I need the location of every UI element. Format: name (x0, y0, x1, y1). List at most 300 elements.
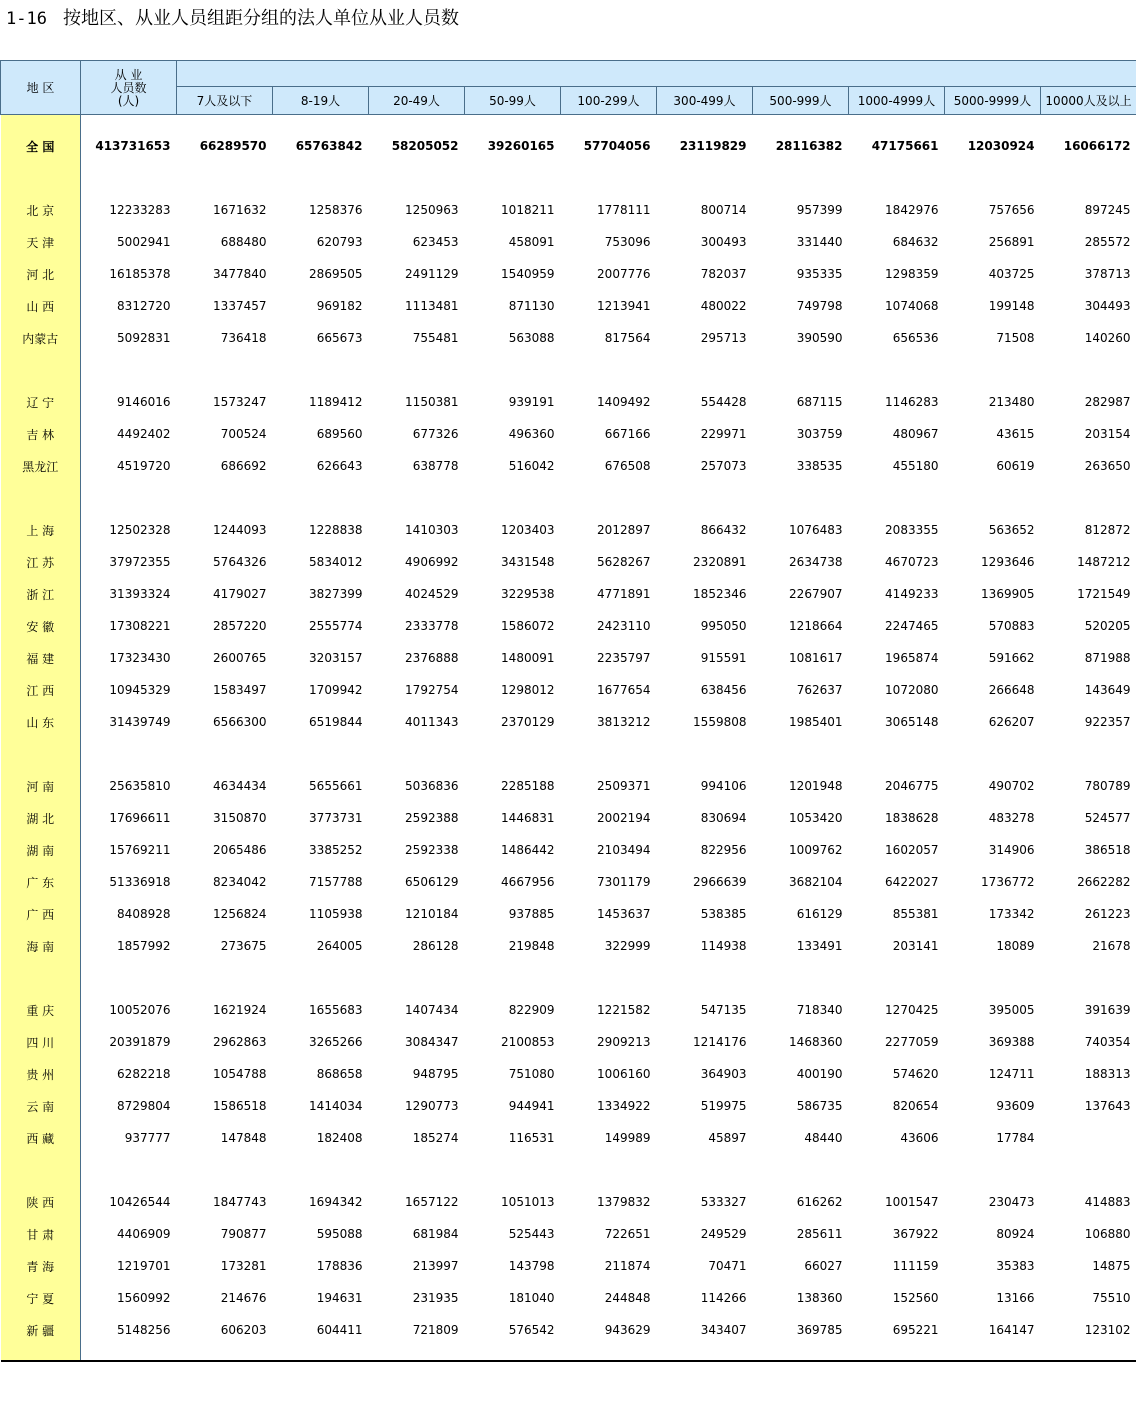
group-value: 17784 (996, 1131, 1035, 1145)
group-value: 194631 (316, 1291, 363, 1305)
group-value: 677326 (412, 427, 459, 441)
group-value: 75510 (1092, 1291, 1131, 1305)
group-value: 757656 (988, 203, 1035, 217)
group-value: 994106 (700, 779, 747, 793)
total-value: 1560992 (117, 1291, 171, 1305)
table-row (1, 930, 1136, 962)
table-row (1, 1314, 1136, 1346)
group-value: 4024529 (405, 587, 459, 601)
group-value: 116531 (508, 1131, 555, 1145)
group-value: 138360 (796, 1291, 843, 1305)
group-value: 3150870 (213, 811, 267, 825)
header-group-5: 300-499人 (657, 87, 753, 115)
table-row (1, 1026, 1136, 1058)
group-value: 80924 (996, 1227, 1035, 1241)
group-value: 868658 (316, 1067, 363, 1081)
group-value: 866432 (700, 523, 747, 537)
group-value: 687115 (796, 395, 843, 409)
table-row (1, 1282, 1136, 1314)
group-value: 1218664 (789, 619, 843, 633)
group-value: 213480 (988, 395, 1035, 409)
group-value: 591662 (988, 651, 1035, 665)
empty-cell (81, 962, 1136, 994)
group-value: 2966639 (693, 875, 747, 889)
spacer-row (1, 354, 1136, 386)
group-value: 780789 (1084, 779, 1131, 793)
table-row (1, 258, 1136, 290)
total-value: 20391879 (109, 1035, 171, 1049)
header-group-1: 8-19人 (273, 87, 369, 115)
group-value: 547135 (700, 1003, 747, 1017)
group-value: 1540959 (501, 267, 555, 281)
group-value: 391639 (1084, 1003, 1131, 1017)
group-value: 2857220 (213, 619, 267, 633)
group-value: 364903 (700, 1067, 747, 1081)
group-value: 124711 (988, 1067, 1035, 1081)
spacer-row (1, 482, 1136, 514)
header-group-2: 20-49人 (369, 87, 465, 115)
group-value: 751080 (508, 1067, 555, 1081)
area-name: 北 京 (1, 194, 81, 226)
group-value: 1410303 (405, 523, 459, 537)
group-value: 338535 (796, 459, 843, 473)
group-value: 2376888 (405, 651, 459, 665)
group-value: 185274 (412, 1131, 459, 1145)
group-value: 12030924 (967, 139, 1035, 153)
area-name: 内蒙古 (1, 322, 81, 354)
group-value: 2592338 (405, 843, 459, 857)
area-cell-empty (1, 115, 81, 131)
group-value: 188313 (1084, 1067, 1131, 1081)
table-row (1, 226, 1136, 258)
group-value: 111159 (892, 1259, 939, 1273)
group-value: 66027 (804, 1259, 843, 1273)
group-value: 5834012 (309, 555, 363, 569)
area-name: 湖 南 (1, 834, 81, 866)
group-value: 1736772 (981, 875, 1035, 889)
group-value: 1051013 (501, 1195, 555, 1209)
group-value: 28116382 (775, 139, 843, 153)
group-value: 182408 (316, 1131, 363, 1145)
group-value: 395005 (988, 1003, 1035, 1017)
total-value: 10426544 (109, 1195, 171, 1209)
group-value: 1072080 (885, 683, 939, 697)
group-value: 4667956 (501, 875, 555, 889)
group-value: 638778 (412, 459, 459, 473)
group-value: 1210184 (405, 907, 459, 921)
group-value: 140260 (1084, 331, 1131, 345)
group-value: 1189412 (309, 395, 363, 409)
table-row (1, 546, 1136, 578)
group-value: 149989 (604, 1131, 651, 1145)
group-value: 1018211 (501, 203, 555, 217)
total-value: 9146016 (117, 395, 171, 409)
group-value: 483278 (988, 811, 1035, 825)
group-value: 71508 (996, 331, 1035, 345)
total-value: 31393324 (109, 587, 171, 601)
group-value: 1201948 (789, 779, 843, 793)
table-row (1, 450, 1136, 482)
group-value: 390590 (796, 331, 843, 345)
group-value: 2083355 (885, 523, 939, 537)
group-value: 721809 (412, 1323, 459, 1337)
group-value: 782037 (700, 267, 747, 281)
group-value: 736418 (220, 331, 267, 345)
area-name: 西 藏 (1, 1122, 81, 1154)
group-value: 948795 (412, 1067, 459, 1081)
group-value: 6519844 (309, 715, 363, 729)
group-value: 400190 (796, 1067, 843, 1081)
group-value: 106880 (1084, 1227, 1131, 1241)
group-value: 285611 (796, 1227, 843, 1241)
area-name: 青 海 (1, 1250, 81, 1282)
group-value: 3203157 (309, 651, 363, 665)
group-value: 137643 (1084, 1099, 1131, 1113)
group-value: 1150381 (405, 395, 459, 409)
header-group-6: 500-999人 (753, 87, 849, 115)
group-value: 2423110 (597, 619, 651, 633)
total-value: 16185378 (109, 267, 171, 281)
header-group-8: 5000-9999人 (945, 87, 1041, 115)
group-value: 1453637 (597, 907, 651, 921)
group-value: 688480 (220, 235, 267, 249)
group-value: 13166 (996, 1291, 1035, 1305)
group-value: 638456 (700, 683, 747, 697)
spacer-row (1, 1154, 1136, 1186)
group-value: 740354 (1084, 1035, 1131, 1049)
group-value: 229971 (700, 427, 747, 441)
group-value: 871988 (1084, 651, 1131, 665)
area-name: 四 川 (1, 1026, 81, 1058)
group-value: 231935 (412, 1291, 459, 1305)
group-value: 2869505 (309, 267, 363, 281)
group-value: 1337457 (213, 299, 267, 313)
group-value: 60619 (996, 459, 1035, 473)
group-value: 458091 (508, 235, 555, 249)
group-value: 1655683 (309, 1003, 363, 1017)
page-title (6, 4, 459, 34)
total-value: 5092831 (117, 331, 171, 345)
group-value: 800714 (700, 203, 747, 217)
table-row (1, 578, 1136, 610)
group-value: 1414034 (309, 1099, 363, 1113)
group-value: 7157788 (309, 875, 363, 889)
area-name: 陕 西 (1, 1186, 81, 1218)
total-value: 15769211 (109, 843, 171, 857)
group-value: 367922 (892, 1227, 939, 1241)
group-value: 369785 (796, 1323, 843, 1337)
group-value: 689560 (316, 427, 363, 441)
group-value: 57704056 (583, 139, 651, 153)
group-value: 303759 (796, 427, 843, 441)
total-value: 413731653 (95, 139, 171, 153)
table-row (1, 706, 1136, 738)
area-name: 山 东 (1, 706, 81, 738)
group-value: 762637 (796, 683, 843, 697)
group-value: 606203 (220, 1323, 267, 1337)
table-row (1, 642, 1136, 674)
group-value: 620793 (316, 235, 363, 249)
area-name: 海 南 (1, 930, 81, 962)
group-value: 181040 (508, 1291, 555, 1305)
group-value: 331440 (796, 235, 843, 249)
group-value: 3773731 (309, 811, 363, 825)
group-value: 995050 (700, 619, 747, 633)
group-value: 2247465 (885, 619, 939, 633)
group-value: 1677654 (597, 683, 651, 697)
group-value: 39260165 (487, 139, 555, 153)
group-value: 665673 (316, 331, 363, 345)
table-row (1, 770, 1136, 802)
area-name: 安 徽 (1, 610, 81, 642)
group-value: 2509371 (597, 779, 651, 793)
total-value: 51336918 (109, 875, 171, 889)
group-value: 676508 (604, 459, 651, 473)
table-row (1, 1218, 1136, 1250)
group-value: 58205052 (391, 139, 459, 153)
empty-cell (81, 1154, 1136, 1186)
group-value: 1792754 (405, 683, 459, 697)
group-value: 256891 (988, 235, 1035, 249)
group-value: 178836 (316, 1259, 363, 1273)
group-value (1041, 1122, 1136, 1154)
group-value: 1487212 (1077, 555, 1131, 569)
header-group-9: 10000人及以上 (1041, 87, 1136, 115)
data-table (0, 60, 1136, 1362)
group-value: 8234042 (213, 875, 267, 889)
group-value: 203154 (1084, 427, 1131, 441)
group-value: 1694342 (309, 1195, 363, 1209)
group-value: 922357 (1084, 715, 1131, 729)
spacer-row (1, 162, 1136, 194)
table-row (1, 1186, 1136, 1218)
group-value: 626643 (316, 459, 363, 473)
group-value: 261223 (1084, 907, 1131, 921)
group-value: 1203403 (501, 523, 555, 537)
group-value: 3065148 (885, 715, 939, 729)
total-value: 8312720 (117, 299, 171, 313)
group-value: 570883 (988, 619, 1035, 633)
group-value: 2320891 (693, 555, 747, 569)
group-value: 219848 (508, 939, 555, 953)
group-value: 23119829 (679, 139, 747, 153)
total-value: 31439749 (109, 715, 171, 729)
total-value: 12502328 (109, 523, 171, 537)
total-value: 37972355 (109, 555, 171, 569)
table-row (1, 802, 1136, 834)
group-value: 343407 (700, 1323, 747, 1337)
group-value: 3385252 (309, 843, 363, 857)
area-cell-empty (1, 1154, 81, 1186)
area-name: 辽 宁 (1, 386, 81, 418)
group-value: 1258376 (309, 203, 363, 217)
group-value: 21678 (1092, 939, 1131, 953)
group-value: 2065486 (213, 843, 267, 857)
header-group-0: 7人及以下 (177, 87, 273, 115)
total-value: 17308221 (109, 619, 171, 633)
group-value: 6566300 (213, 715, 267, 729)
group-value: 1721549 (1077, 587, 1131, 601)
table-title: 按地区、从业人员组距分组的法人单位从业人员数 (62, 8, 459, 29)
group-value: 244848 (604, 1291, 651, 1305)
group-value: 1602057 (885, 843, 939, 857)
group-value: 595088 (316, 1227, 363, 1241)
group-value: 2962863 (213, 1035, 267, 1049)
group-value: 2267907 (789, 587, 843, 601)
table-row (1, 514, 1136, 546)
table-row (1, 386, 1136, 418)
group-value: 855381 (892, 907, 939, 921)
group-value: 1146283 (885, 395, 939, 409)
group-value: 304493 (1084, 299, 1131, 313)
total-value: 4406909 (117, 1227, 171, 1241)
group-value: 944941 (508, 1099, 555, 1113)
group-value: 1081617 (789, 651, 843, 665)
group-value: 616262 (796, 1195, 843, 1209)
group-value: 812872 (1084, 523, 1131, 537)
group-value: 1228838 (309, 523, 363, 537)
header-group-7: 1000-4999人 (849, 87, 945, 115)
group-value: 935335 (796, 267, 843, 281)
group-value: 939191 (508, 395, 555, 409)
group-value: 2600765 (213, 651, 267, 665)
total-value: 4492402 (117, 427, 171, 441)
group-value: 490702 (988, 779, 1035, 793)
table-row (1, 130, 1136, 162)
total-value: 10945329 (109, 683, 171, 697)
group-value: 1270425 (885, 1003, 939, 1017)
group-value: 152560 (892, 1291, 939, 1305)
group-value: 1621924 (213, 1003, 267, 1017)
group-value: 143798 (508, 1259, 555, 1273)
group-value: 6506129 (405, 875, 459, 889)
total-value: 6282218 (117, 1067, 171, 1081)
group-value: 164147 (988, 1323, 1035, 1337)
group-value: 1113481 (405, 299, 459, 313)
group-value: 1709942 (309, 683, 363, 697)
group-value: 790877 (220, 1227, 267, 1241)
group-value: 214676 (220, 1291, 267, 1305)
group-value: 1298012 (501, 683, 555, 697)
area-name: 重 庆 (1, 994, 81, 1026)
group-value: 1006160 (597, 1067, 651, 1081)
group-value: 718340 (796, 1003, 843, 1017)
table-body (1, 115, 1136, 1362)
spacer-row (1, 738, 1136, 770)
group-value: 45897 (708, 1131, 747, 1145)
group-value: 386518 (1084, 843, 1131, 857)
group-value: 93609 (996, 1099, 1035, 1113)
area-name: 贵 州 (1, 1058, 81, 1090)
group-value: 700524 (220, 427, 267, 441)
area-name: 湖 北 (1, 802, 81, 834)
group-value: 1965874 (885, 651, 939, 665)
group-value: 684632 (892, 235, 939, 249)
area-name: 上 海 (1, 514, 81, 546)
group-value: 70471 (708, 1259, 747, 1273)
empty-cell (81, 354, 1136, 386)
area-name: 云 南 (1, 1090, 81, 1122)
group-value: 300493 (700, 235, 747, 249)
group-value: 2235797 (597, 651, 651, 665)
group-value: 871130 (508, 299, 555, 313)
table-row (1, 834, 1136, 866)
group-value: 1446831 (501, 811, 555, 825)
group-value: 1369905 (981, 587, 1035, 601)
group-value: 2491129 (405, 267, 459, 281)
group-value: 1290773 (405, 1099, 459, 1113)
group-value: 1985401 (789, 715, 843, 729)
group-value: 1842976 (885, 203, 939, 217)
group-value: 43606 (900, 1131, 939, 1145)
group-value: 496360 (508, 427, 555, 441)
group-value: 3084347 (405, 1035, 459, 1049)
group-value: 2002194 (597, 811, 651, 825)
group-value: 3477840 (213, 267, 267, 281)
group-value: 2592388 (405, 811, 459, 825)
group-value: 480022 (700, 299, 747, 313)
area-name: 广 东 (1, 866, 81, 898)
group-value: 266648 (988, 683, 1035, 697)
area-cell-empty (1, 162, 81, 194)
group-value: 616129 (796, 907, 843, 921)
group-value: 2370129 (501, 715, 555, 729)
group-value: 1559808 (693, 715, 747, 729)
group-value: 563652 (988, 523, 1035, 537)
total-value: 12233283 (109, 203, 171, 217)
group-value: 66289570 (199, 139, 267, 153)
group-value: 4634434 (213, 779, 267, 793)
group-value: 2046775 (885, 779, 939, 793)
empty-cell (81, 162, 1136, 194)
group-value: 16066172 (1063, 139, 1131, 153)
group-value: 1053420 (789, 811, 843, 825)
group-value: 2634738 (789, 555, 843, 569)
group-value: 114938 (700, 939, 747, 953)
group-value: 1586518 (213, 1099, 267, 1113)
group-value: 295713 (700, 331, 747, 345)
group-value: 817564 (604, 331, 651, 345)
table-row (1, 674, 1136, 706)
group-value: 915591 (700, 651, 747, 665)
total-value: 10052076 (109, 1003, 171, 1017)
group-value: 1852346 (693, 587, 747, 601)
group-value: 114266 (700, 1291, 747, 1305)
group-value: 1778111 (597, 203, 651, 217)
group-value: 414883 (1084, 1195, 1131, 1209)
group-value: 230473 (988, 1195, 1035, 1209)
area-name: 甘 肃 (1, 1218, 81, 1250)
group-value: 686692 (220, 459, 267, 473)
group-value: 604411 (316, 1323, 363, 1337)
group-value: 5036836 (405, 779, 459, 793)
group-value: 322999 (604, 939, 651, 953)
group-value: 285572 (1084, 235, 1131, 249)
group-value: 263650 (1084, 459, 1131, 473)
area-name: 江 西 (1, 674, 81, 706)
group-value: 943629 (604, 1323, 651, 1337)
group-value: 2100853 (501, 1035, 555, 1049)
table-number: 1-16 (6, 9, 47, 29)
group-value: 897245 (1084, 203, 1131, 217)
group-value: 7301179 (597, 875, 651, 889)
group-value: 1480091 (501, 651, 555, 665)
area-name: 山 西 (1, 290, 81, 322)
group-value: 667166 (604, 427, 651, 441)
empty-cell (81, 482, 1136, 514)
group-value: 937885 (508, 907, 555, 921)
area-name: 江 苏 (1, 546, 81, 578)
